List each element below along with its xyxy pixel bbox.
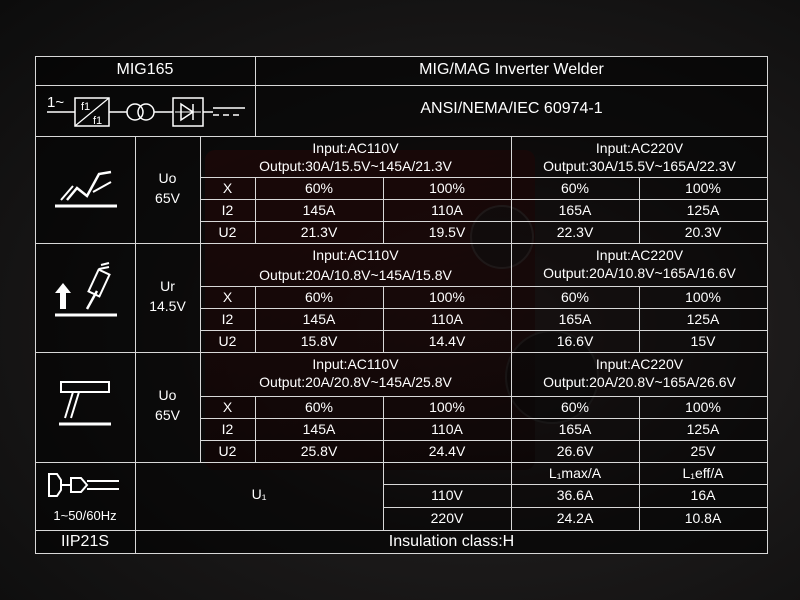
model-name: MIG165: [116, 61, 174, 78]
standard-label: ANSI/NEMA/IEC 60974-1: [420, 100, 603, 117]
table-cell: 100%: [429, 399, 465, 415]
insulation-class: Insulation class:H: [388, 533, 515, 550]
table-cell: 20.3V: [684, 224, 722, 240]
protection-rating: IIP21S: [60, 533, 110, 550]
row-label: X: [222, 289, 233, 305]
power-plug-icon: [47, 470, 127, 500]
table-cell: 100%: [429, 180, 465, 196]
row-label: X: [222, 180, 233, 196]
section-2-param-name: Ur: [160, 278, 175, 294]
table-cell: 125A: [686, 311, 720, 327]
divider: [200, 177, 768, 178]
col-header-eff: L₁eff/A: [682, 465, 724, 481]
col-header-max: L₁max/A: [548, 465, 602, 481]
table-cell: 125A: [686, 202, 720, 218]
table-cell: 25V: [690, 443, 716, 459]
border-right: [767, 56, 768, 554]
row-label: U2: [218, 333, 237, 349]
table-cell: 125A: [686, 421, 720, 437]
divider: [200, 308, 768, 309]
section-2-right-input: Input:AC220V: [595, 247, 684, 263]
circuit-label-f1: f1: [81, 101, 91, 113]
table-cell: 100%: [685, 180, 721, 196]
divider: [200, 330, 768, 331]
section-3-param-voltage: 65V: [155, 407, 180, 423]
table-cell: 24.4V: [428, 443, 466, 459]
section-3-right-input: Input:AC220V: [595, 356, 684, 372]
divider: [200, 286, 768, 287]
border-top: [35, 56, 768, 57]
divider: [35, 530, 768, 531]
table-cell: 14.4V: [428, 333, 466, 349]
table-cell: 165A: [558, 202, 592, 218]
section-1-param-voltage: 65V: [155, 190, 180, 206]
border-bottom: [35, 553, 768, 554]
divider: [35, 462, 768, 463]
table-cell: 25.8V: [300, 443, 338, 459]
table-cell: 24.2A: [556, 510, 594, 526]
section-3-param: [135, 385, 200, 425]
section-3-param-name: Uo: [158, 387, 177, 403]
table-cell: 110A: [431, 202, 463, 218]
table-cell: 10.8A: [684, 510, 722, 526]
table-cell: 60%: [560, 180, 590, 196]
section-3-left-input: Input:AC110V: [312, 356, 399, 372]
section-2-left-input: Input:AC110V: [312, 247, 399, 263]
table-cell: 19.5V: [428, 224, 466, 240]
table-cell: 145A: [302, 421, 336, 437]
table-cell: 16A: [690, 487, 716, 503]
section-1-left-input: Input:AC110V: [312, 140, 399, 156]
table-cell: 60%: [304, 399, 334, 415]
table-cell: 100%: [685, 289, 721, 305]
table-cell: 165A: [558, 421, 592, 437]
divider: [200, 199, 768, 200]
section-1-param-name: Uo: [158, 170, 177, 186]
divider: [383, 484, 768, 485]
table-cell: 15.8V: [300, 333, 338, 349]
divider: [35, 136, 768, 137]
mma-electrode-icon: [51, 261, 121, 319]
row-label: U2: [218, 443, 237, 459]
u1-label: U₁: [251, 486, 267, 502]
rating-plate: [35, 56, 768, 554]
row-label: I2: [221, 311, 234, 327]
table-cell: 60%: [560, 399, 590, 415]
table-cell: 16.6V: [556, 333, 594, 349]
supply-frequency: 1~50/60Hz: [53, 508, 117, 523]
divider: [35, 352, 768, 353]
table-cell: 145A: [302, 202, 336, 218]
tig-torch-icon: [55, 378, 115, 428]
table-cell: 21.3V: [300, 224, 338, 240]
section-1-right-output: Output:30A/15.5V~165A/22.3V: [543, 158, 736, 174]
row-label: X: [222, 399, 233, 415]
border-left: [35, 56, 36, 554]
section-1-left-output: Output:30A/15.5V~145A/21.3V: [259, 158, 452, 174]
table-cell: 26.6V: [556, 443, 594, 459]
table-cell: 110A: [431, 311, 463, 327]
section-2-param: [135, 276, 200, 316]
divider: [200, 396, 768, 397]
section-3-left-output: Output:20A/20.8V~145A/25.8V: [259, 374, 452, 390]
table-cell: 22.3V: [556, 224, 594, 240]
divider: [35, 243, 768, 244]
circuit-label-1: 1~: [47, 94, 65, 111]
table-cell: 36.6A: [556, 487, 594, 503]
divider: [200, 221, 768, 222]
table-cell: 60%: [304, 289, 334, 305]
section-1-right-input: Input:AC220V: [595, 140, 684, 156]
table-cell: 60%: [304, 180, 334, 196]
divider: [35, 85, 768, 86]
table-cell: 15V: [690, 333, 716, 349]
row-label: U2: [218, 224, 237, 240]
table-cell: 100%: [685, 399, 721, 415]
table-cell: 145A: [302, 311, 336, 327]
mig-welding-icon: [53, 164, 119, 210]
row-label: I2: [221, 421, 234, 437]
table-cell: 165A: [558, 311, 592, 327]
divider: [383, 507, 768, 508]
supply-voltage: 110V: [431, 487, 463, 503]
circuit-label-f1b: f1: [93, 115, 103, 127]
section-3-right-output: Output:20A/20.8V~165A/26.6V: [543, 374, 736, 390]
section-1-param: [135, 168, 200, 208]
divider: [200, 440, 768, 441]
section-2-left-output: Output:20A/10.8V~145A/15.8V: [259, 267, 452, 283]
table-cell: 110A: [431, 421, 463, 437]
row-label: I2: [221, 202, 234, 218]
table-cell: 60%: [560, 289, 590, 305]
section-2-param-voltage: 14.5V: [149, 298, 186, 314]
inverter-circuit-icon: [45, 90, 250, 132]
divider: [200, 418, 768, 419]
table-cell: 100%: [429, 289, 465, 305]
section-2-right-output: Output:20A/10.8V~165A/16.6V: [543, 265, 736, 281]
product-title: MIG/MAG Inverter Welder: [419, 61, 604, 78]
supply-voltage: 220V: [430, 510, 464, 526]
